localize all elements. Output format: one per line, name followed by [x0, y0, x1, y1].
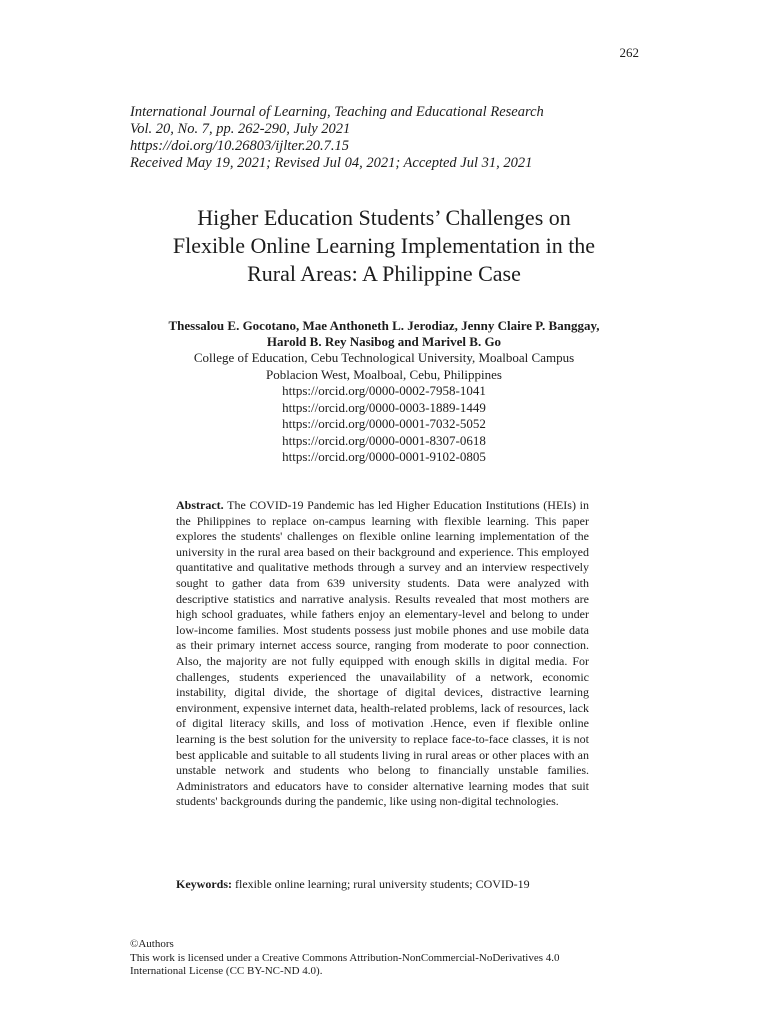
- page-number: 262: [619, 45, 639, 60]
- orcid-link[interactable]: https://orcid.org/0000-0001-9102-0805: [282, 449, 486, 464]
- title-line: Higher Education Students’ Challenges on: [197, 205, 571, 230]
- keywords-text: flexible online learning; rural university students; COVID-19: [235, 877, 530, 891]
- affiliation-line: College of Education, Cebu Technological University, Moalboal Campus: [193, 350, 575, 365]
- title-line: Rural Areas: A Philippine Case: [247, 261, 521, 286]
- abstract-text: The COVID-19 Pandemic has led Higher Education Institutions (HEIs) in the Philippines to replace on-campus learning with flexible learning. This paper explores the students' challenges on flexible online learning implementation of the university in the rural area based on their background and experience. This employed quantitative and qualitative methods through a survey and an interview respectively sought to gather data from 639 university students. Data were analyzed with descriptive statistics and narrative analysis. Results revealed that most mothers are high school graduates, while fathers enjoy an elementary-level and belong to under low-income families. Most students possess just mobile phones and use mobile data as their primary internet access source, ranging from moderate to poor connection. Also, the majority are not fully equipped with enough skills in digital media. For challenges, students experienced the unavailability of a network, economic instability, digital divide, the shortage of digital devices, distractive learning environment, expensive internet data, health-related problems, lack of resources, lack of digital literacy skills, and loss of motivation .Hence, even if flexible online learning is the best solution for the university to replace face-to-face classes, it is not best applicable and suitable to all students living in rural areas or other places with an unstable network and students who belong to financially unstable families. Administrators and educators have to consider alternative learning modes that suit students' backgrounds during the pandemic, like using non-digital technologies.: [176, 498, 589, 809]
- journal-name: International Journal of Learning, Teaching and Educational Research: [130, 104, 544, 120]
- affiliation-block: [100, 350, 668, 466]
- journal-doi[interactable]: https://doi.org/10.26803/ijlter.20.7.15: [130, 138, 349, 154]
- license-notice: [130, 938, 650, 979]
- journal-header: [130, 104, 650, 172]
- orcid-link[interactable]: https://orcid.org/0000-0001-7032-5052: [282, 416, 486, 431]
- keywords: [176, 877, 606, 892]
- authors-line: Thessalou E. Gocotano, Mae Anthoneth L. Jerodiaz, Jenny Claire P. Banggay,: [168, 318, 600, 333]
- orcid-link[interactable]: https://orcid.org/0000-0002-7958-1041: [282, 383, 486, 398]
- abstract-label: Abstract.: [176, 498, 224, 512]
- title-line: Flexible Online Learning Implementation in the: [172, 233, 596, 258]
- copyright-line: ©Authors: [130, 938, 174, 950]
- keywords-label: Keywords:: [176, 877, 232, 891]
- authors-line: Harold B. Rey Nasibog and Marivel B. Go: [266, 334, 502, 349]
- affiliation-line: Poblacion West, Moalboal, Cebu, Philippines: [266, 366, 502, 382]
- license-line: International License (CC BY-NC-ND 4.0).: [130, 965, 323, 977]
- abstract: [176, 498, 589, 810]
- orcid-link[interactable]: https://orcid.org/0000-0003-1889-1449: [282, 399, 486, 415]
- journal-dates: Received May 19, 2021; Revised Jul 04, 2021; Accepted Jul 31, 2021: [130, 155, 533, 171]
- license-line[interactable]: This work is licensed under a Creative Commons Attribution-NonCommercial-NoDerivatives 4.0: [130, 951, 560, 964]
- orcid-link[interactable]: https://orcid.org/0000-0001-8307-0618: [282, 432, 486, 448]
- paper-title: [100, 204, 668, 288]
- author-list: [100, 318, 668, 350]
- journal-volume: Vol. 20, No. 7, pp. 262-290, July 2021: [130, 121, 351, 137]
